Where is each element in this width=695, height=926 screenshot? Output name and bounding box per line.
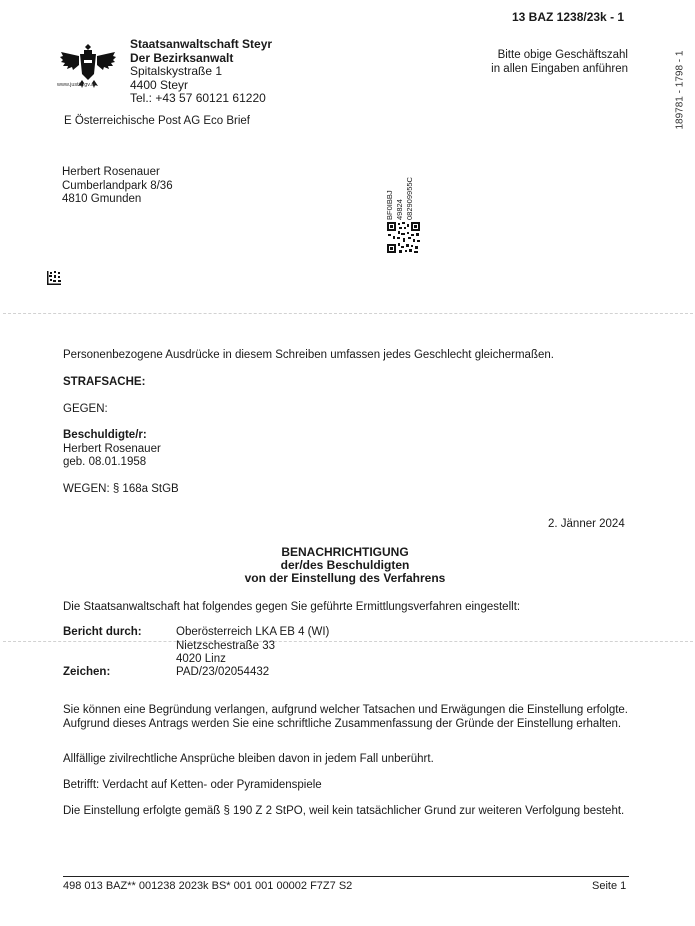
footer-rule [63,876,629,877]
accused-block [63,429,161,470]
intro-text: Die Staatsanwaltschaft hat folgendes gegen Sie geführte Ermittlungsverfahren eingestellt: [63,601,521,613]
accused-dob: geb. 08.01.1958 [63,456,147,468]
paragraph-subject: Betrifft: Verdacht auf Ketten- oder Pyramidenspiele [63,779,322,791]
recipient-line: Herbert Rosenauer [62,166,160,178]
title-line: der/des Beschuldigten [280,558,410,572]
side-reference-code [672,6,686,130]
letter-date: 2. Jänner 2024 [548,518,625,530]
barcode-text-line: 082909955C [405,177,414,220]
report-line: Oberösterreich LKA EB 4 (WI) [176,626,330,638]
barcode-text [385,168,425,220]
fold-line [3,641,693,642]
sender-line: 4400 Steyr [130,77,189,92]
reference-label: Zeichen: [63,666,111,678]
title-line: BENACHRICHTIGUNG [281,545,409,559]
accused-label: Beschuldigte/r: [63,429,147,441]
hint-line: in allen Eingaben anführen [491,63,628,75]
recipient-line: Cumberlandpark 8/36 [62,179,173,192]
reference-hint [470,48,628,76]
datamatrix-code [47,271,61,285]
sender-line: Spitalskystraße 1 [130,64,223,78]
paragraph-legal-basis: Die Einstellung erfolgte gemäß § 190 Z 2 StPO, weil kein tatsächlicher Grund zur weiteren Verfolgung besteht. [63,805,625,817]
report-line: Nietzschestraße 33 [176,639,276,652]
hint-line: Bitte obige Geschäftszahl [497,49,628,61]
page-number: Seite 1 [592,880,627,892]
document-title [200,546,490,585]
sender-line: Tel.: +43 57 60121 61220 [130,91,266,105]
sender-address [130,38,272,106]
postal-service-note: E Österreichische Post AG Eco Brief [64,115,250,127]
gender-note: Personenbezogene Ausdrücke in diesem Schreiben umfassen jedes Geschlecht gleichermaßen. [63,349,554,361]
paragraph-civil-claims: Allfällige zivilrechtliche Ansprüche bleiben davon in jedem Fall unberührt. [63,753,434,765]
offence-line: WEGEN: § 168a StGB [63,483,179,495]
fold-line [3,313,693,314]
barcode-text-line: 49824 [395,199,404,220]
report-details [176,626,329,667]
barcode-text-line: BF0IBBJ [385,190,394,220]
paragraph-justification: Sie können eine Begründung verlangen, aufgrund welcher Tatsachen und Erwägungen die Einstellung erfolgte. Aufgrund dieses Antrags werden Sie eine schriftliche Zusammenfassung der Gründe der Einstellung erhalten. [63,704,628,730]
side-code-text: 189781 - 1798 - 1 [674,50,686,130]
gegen-label: GEGEN: [63,403,108,415]
report-label: Bericht durch: [63,626,142,638]
footer-code: 498 013 BAZ** 001238 2023k BS* 001 001 00002 F7Z7 S2 [63,880,353,892]
report-line: 4020 Linz [176,653,226,665]
case-number: 13 BAZ 1238/23k - 1 [512,10,625,24]
sender-line: Der Bezirksanwalt [130,50,234,65]
recipient-line: 4810 Gmunden [62,193,142,205]
recipient-address [62,166,173,207]
title-line: von der Einstellung des Verfahrens [244,571,446,585]
logo-url: www.justiz.gv.at [57,82,96,88]
accused-name: Herbert Rosenauer [63,442,161,455]
reference-value: PAD/23/02054432 [176,666,270,678]
qr-code [387,222,421,254]
sender-line: Staatsanwaltschaft Steyr [130,37,273,51]
strafsache-label: STRAFSACHE: [63,376,146,388]
